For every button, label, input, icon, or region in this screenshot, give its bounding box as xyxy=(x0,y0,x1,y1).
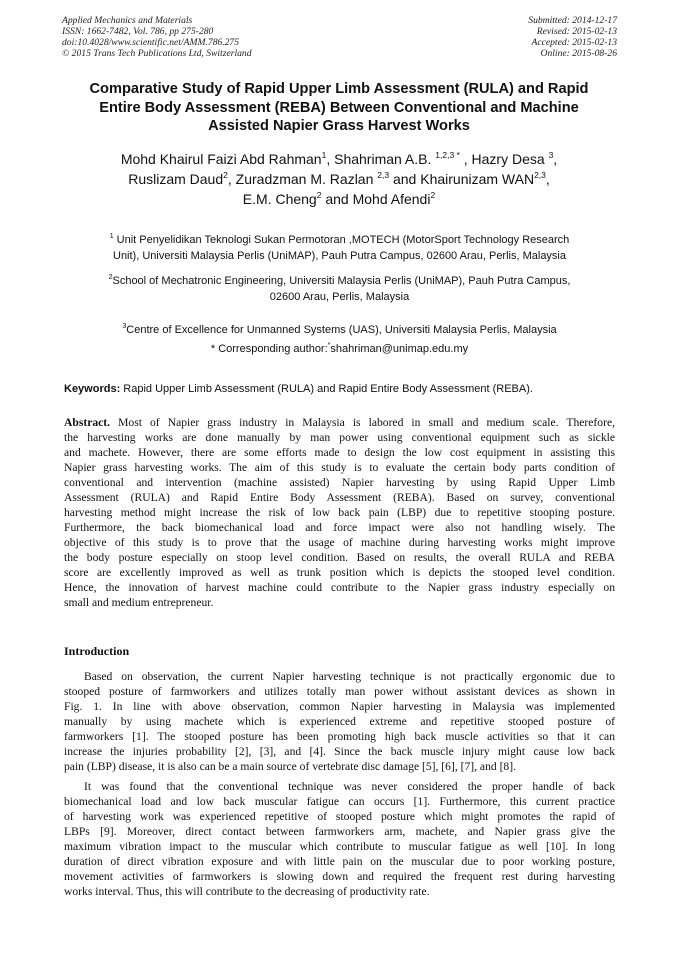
paragraph-line: stooped posture of farmworkers and utilizes totally man power without assistant devices as shown in xyxy=(64,685,615,698)
affil-text: Unit), Universiti Malaysia Perlis (UniMAP), Pauh Putra Campus, 02600 Arau, Perlis, Malaysia xyxy=(113,249,566,262)
affil-text: 02600 Arau, Perlis, Malaysia xyxy=(269,290,410,303)
author-affil-mark: 2 xyxy=(430,190,436,200)
abstract-label: Abstract. xyxy=(64,416,111,429)
affiliation-line xyxy=(62,290,617,306)
affiliation-line xyxy=(62,323,617,339)
affiliation-3 xyxy=(62,323,617,357)
paragraph-line: manually by using machete which is experienced extreme and repetitive stooped posture of xyxy=(64,715,615,728)
paragraph-line: Based on observation, the current Napier harvesting technique is not practically ergonomic due to xyxy=(84,670,615,683)
author-name: Mohd Khairul Faizi Abd Rahman xyxy=(120,151,322,167)
abstract-line: Hence, the innovation of harvest machine could contribute to the Napier grass industry especially on xyxy=(64,581,615,594)
author-affil-mark: 2 xyxy=(316,190,322,200)
affiliation-2 xyxy=(62,274,617,305)
affiliation-1 xyxy=(62,233,617,264)
affiliation-line xyxy=(62,233,617,249)
author-sep: , xyxy=(545,171,550,187)
abstract-line: Furthermore, the back biomechanical load and force impact were also not handling wisely. The xyxy=(64,521,615,534)
author-line xyxy=(50,189,628,209)
author-affil-mark: 1,2,3 * xyxy=(435,150,460,160)
affil-text: Unit Penyelidikan Teknologi Sukan Permotoran ,MOTECH (MotorSport Technology Research xyxy=(113,234,570,246)
author-affil-mark: 2,3 xyxy=(377,170,390,180)
paragraph-line: maximum vibration impact to the muscular which contribute to muscular fatigue as well [10]. In long xyxy=(64,840,615,853)
journal-name: Applied Mechanics and Materials xyxy=(62,15,193,26)
abstract-line: conventional and intervention (machine assisted) Napier harvesting by using Rapid Upper Limb xyxy=(64,476,615,489)
affil-mark: 1 xyxy=(109,233,114,240)
abstract-line: the harvesting works are done manually by man power using conventional equipment such as sickle xyxy=(64,431,615,444)
author-name: , Hazry Desa xyxy=(459,151,545,167)
author-affil-mark: 1 xyxy=(321,150,327,160)
author-affil-mark: 3 xyxy=(548,150,554,160)
author-sep: , xyxy=(553,151,558,167)
author-line xyxy=(50,169,628,189)
author-affil-mark: 2,3 xyxy=(534,170,546,180)
author-name: Ruslizam Daud xyxy=(128,171,224,187)
affil-mark: 2 xyxy=(108,274,113,281)
title-line: Assisted Napier Grass Harvest Works xyxy=(208,118,470,134)
corr-mark: * xyxy=(327,341,331,349)
abstract-line: and machete. However, there are some efforts made to design the low cost equipment in assisting this xyxy=(64,446,615,459)
author-list xyxy=(50,149,628,209)
publication-dates xyxy=(528,15,617,59)
paragraph-line: farmworkers [1]. The stooped posture has been promoting high back muscle activities so that it can xyxy=(64,730,615,743)
author-name: and Khairunizam WAN xyxy=(389,171,535,187)
paragraph-line: Fig. 1. In line with above observation, common Napier harvesting in Malaysia was implemented xyxy=(64,700,615,713)
paragraph-line: pain (LBP) disease, it is also can be a main source of vertebrate disc damage [5], [6], [7], and [8]. xyxy=(64,760,516,773)
affil-text: School of Mechatronic Engineering, Universiti Malaysia Perlis (UniMAP), Pauh Putra Campus, xyxy=(112,275,571,287)
author-name: , Shahriman A.B. xyxy=(326,151,432,167)
introduction-paragraph-1 xyxy=(64,669,615,774)
date-submitted: Submitted: 2014-12-17 xyxy=(528,15,617,26)
abstract-line: Assessment (RULA) and Rapid Entire Body Assessment (REBA). Based on survey, conventional xyxy=(64,491,615,504)
date-revised: Revised: 2015-02-13 xyxy=(536,26,617,37)
keywords xyxy=(64,382,617,396)
paragraph-line: It was found that the conventional technique was never considered the proper handle of back xyxy=(84,780,615,793)
author-name: and Mohd Afendi xyxy=(321,191,431,207)
abstract xyxy=(64,415,615,610)
keywords-label: Keywords: xyxy=(64,383,121,395)
abstract-line: the body posture especially on stoop level condition. Based on results, the overall RULA and REBA xyxy=(64,551,615,564)
introduction-paragraph-2 xyxy=(64,779,615,899)
abstract-line xyxy=(64,415,615,430)
section-heading-introduction: Introduction xyxy=(64,644,130,658)
keywords-text: Rapid Upper Limb Assessment (RULA) and Rapid Entire Body Assessment (REBA). xyxy=(120,383,533,395)
paragraph-line: movement activities of farmworkers is slowing down and required the frequent rest during harvesting xyxy=(64,870,615,883)
author-name: , Zuradzman M. Razlan xyxy=(227,171,374,187)
abstract-line: objective of this study is to prove that the usage of machine during harvesting works might improve xyxy=(64,536,615,549)
paragraph-line: of harvesting work was experienced repetitive of stooped posture which might promotes the rapid of xyxy=(64,810,615,823)
author-line xyxy=(50,149,628,169)
title-line: Entire Body Assessment (REBA) Between Conventional and Machine xyxy=(99,99,579,116)
affiliation-line xyxy=(62,274,617,290)
corr-email: shahriman@unimap.edu.my xyxy=(330,342,469,355)
paragraph-line: duration of direct vibration exposure and with little pain on the muscular due to poor working posture, xyxy=(64,855,615,868)
journal-issn: ISSN: 1662-7482, Vol. 786, pp 275-280 xyxy=(62,26,214,37)
abstract-text: Most of Napier grass industry in Malaysia is labored in small and medium scale. Therefore, xyxy=(110,416,615,429)
paragraph-line: LBPs [9]. Moreover, direct contact between farmworkers arm, machete, and Napier grass give the xyxy=(64,825,615,838)
paper-title xyxy=(50,80,628,136)
abstract-line: small and medium entrepreneur. xyxy=(64,596,214,609)
corr-label: * Corresponding author: xyxy=(210,342,328,355)
date-accepted: Accepted: 2015-02-13 xyxy=(531,37,617,48)
affil-mark: 3 xyxy=(122,323,127,330)
paragraph-line: biomechanical load and low back muscular fatigue can occurs [1]. Furthermore, this current practice xyxy=(64,795,615,808)
abstract-line: score are excellently improved as well as trunk position which is depicts the stooped level condition. xyxy=(64,566,615,579)
abstract-line: Napier grass harvesting works. The aim of this study is to evaluate the certain body parts condition of xyxy=(64,461,615,474)
journal-copyright: © 2015 Trans Tech Publications Ltd, Switzerland xyxy=(62,48,252,59)
affiliation-line xyxy=(62,249,617,265)
journal-info xyxy=(62,15,252,59)
paragraph-line: increase the injuries probability [2], [3], and [4]. Since the back muscle injury might cause low back xyxy=(64,745,615,758)
author-name: E.M. Cheng xyxy=(242,191,317,207)
paragraph-line: works interval. Thus, this will contribute to the decreasing of productivity rate. xyxy=(64,885,430,898)
date-online: Online: 2015-08-26 xyxy=(540,48,617,59)
author-affil-mark: 2 xyxy=(223,170,228,180)
journal-doi: doi:10.4028/www.scientific.net/AMM.786.275 xyxy=(62,37,240,48)
title-line: Comparative Study of Rapid Upper Limb Assessment (RULA) and Rapid xyxy=(89,81,589,97)
corresponding-author xyxy=(62,342,617,358)
affil-text: Centre of Excellence for Unmanned Systems (UAS), Universiti Malaysia Perlis, Malaysia xyxy=(126,324,557,336)
abstract-line: harvesting method might increase the risk of low back pain (LBP) due to repetitive stooping posture. xyxy=(64,506,615,519)
